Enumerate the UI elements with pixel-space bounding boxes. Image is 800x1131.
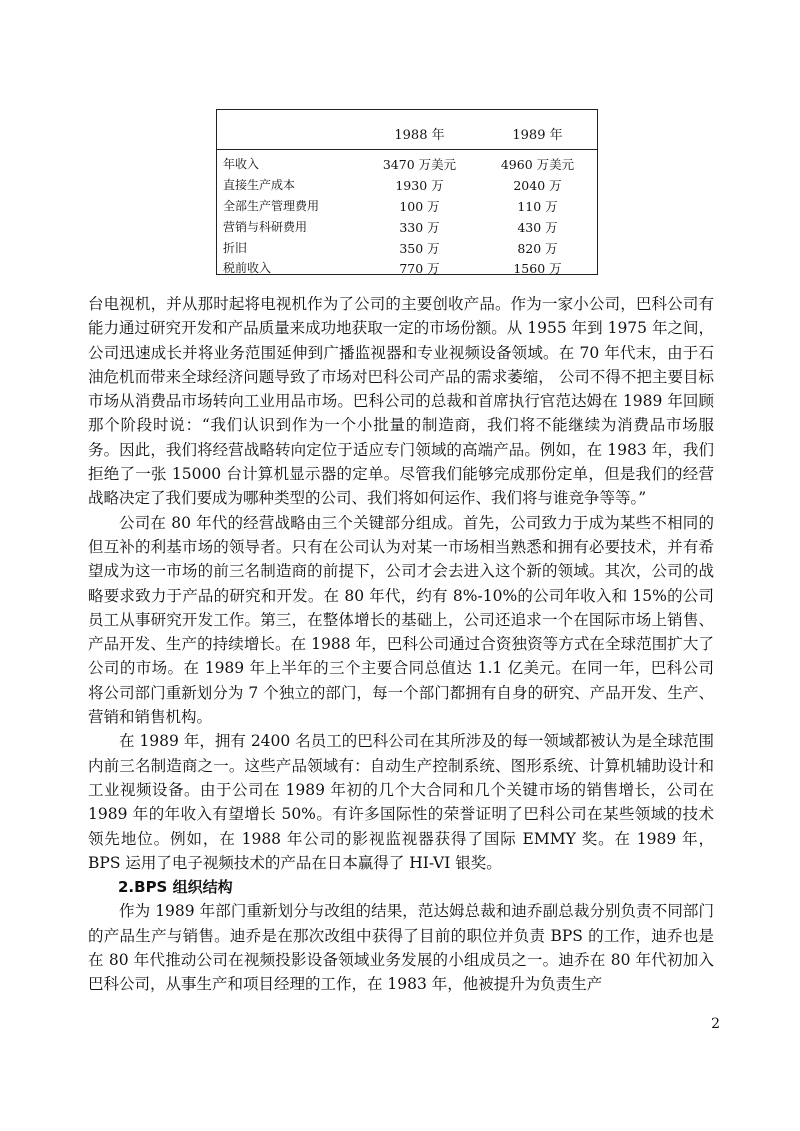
row-label: 全部生产管理费用 [223, 199, 320, 213]
value-1989: 820 万 [517, 241, 558, 256]
row-label: 折旧 [223, 241, 248, 255]
table-row [217, 236, 597, 257]
paragraph-3: 在 1989 年，拥有 2400 名员工的巴科公司在其所涉及的每一领域都被认为是全球范围内前三名制造商之一。这些产品领域有：自动生产控制系统、图形系统、计算机辅助设计和工业视频设备。由于公司在 1989 年初的几个大合同和几个关键市场的销售增长，公司在 1989 年的年收入有望增长 50%。有许多国际性的荣誉证明了巴科公司在某些领域的技术领先地位。例如，在 1988 年公司的影视监视器获得了国际 EMMY 奖。在 1989 年，BPS 运用了电子视频技术的产品在日本赢得了 HI-VI 银奖。 [88, 732, 714, 872]
body-text [88, 292, 714, 997]
row-label: 营销与科研费用 [223, 220, 308, 234]
row-label: 税前收入 [223, 261, 272, 275]
row-label: 直接生产成本 [223, 178, 296, 192]
table-row [217, 194, 597, 215]
header-1988: 1988 年 [394, 128, 445, 143]
value-1989: 4960 万美元 [500, 157, 575, 172]
value-1988: 350 万 [399, 241, 440, 256]
value-1989: 1560 万 [513, 261, 562, 276]
header-1989: 1989 年 [512, 128, 563, 143]
table-row [217, 215, 597, 236]
value-1988: 100 万 [399, 199, 440, 214]
table-row [217, 152, 597, 173]
value-1988: 330 万 [399, 220, 440, 235]
value-1989: 2040 万 [513, 178, 562, 193]
value-1988: 3470 万美元 [382, 157, 457, 172]
page-number: 2 [711, 1016, 720, 1032]
row-label: 年收入 [223, 157, 260, 171]
financial-table [216, 109, 598, 275]
value-1988: 1930 万 [395, 178, 444, 193]
paragraph-4: 作为 1989 年部门重新划分与改组的结果，范达姆总裁和迪乔副总裁分别负责不同部门的产品生产与销售。迪乔是在那次改组中获得了目前的职位并负责 BPS 的工作，迪乔也是在 80 年代推动公司在视频投影设备领域业务发展的小组成员之一。迪乔在 80 年代初加入巴科公司，从事生产和项目经理的工作，在 1983 年，他被提升为负责生产 [88, 902, 714, 994]
paragraph-1: 台电视机，并从那时起将电视机作为了公司的主要创收产品。作为一家小公司，巴科公司有能力通过研究开发和产品质量来成功地获取一定的市场份额。从 1955 年到 1975 年之间，公司迅速成长并将业务范围延伸到广播监视器和专业视频设备领域。在 70 年代末，由于石油危机而带来全球经济问题导致了市场对巴科公司产品的需求萎缩， 公司不得不把主要目标市场从消费品市场转向工业用品市场。巴科公司的总裁和首席执行官范达姆在 1989 年回顾那个阶段时说：“我们认识到作为一个小批量的制造商，我们将不能继续为消费品市场服务。因此，我们将经营战略转向定位于适应专门领域的高端产品。例如，在 1983 年，我们拒绝了一张 15000 台计算机显示器的定单。尽管我们能够完成那份定单，但是我们的经营战略决定了我们要成为哪种类型的公司、我们将如何运作、我们将与谁竞争等等。” [88, 295, 714, 508]
value-1989: 110 万 [517, 199, 558, 214]
table-row [217, 256, 597, 277]
paragraph-2: 公司在 80 年代的经营战略由三个关键部分组成。首先，公司致力于成为某些不相同的但互补的利基市场的领导者。只有在公司认为对某一市场相当熟悉和拥有必要技术，并有希望成为这一市场的前三名制造商的前提下，公司才会去进入这个新的领域。其次，公司的战略要求致力于产品的研究和开发。在 80 年代，约有 8%-10%的公司年收入和 15%的公司员工从事研究开发工作。第三，在整体增长的基础上，公司还追求一个在国际市场上销售、产品开发、生产的持续增长。在 1988 年，巴科公司通过合资独资等方式在全球范围扩大了公司的市场。在 1989 年上半年的三个主要合同总值达 1.1 亿美元。在同一年，巴科公司将公司部门重新划分为 7 个独立的部门，每一个部门都拥有自身的研究、产品开发、生产、营销和销售机构。 [88, 513, 714, 727]
table-header-row [217, 110, 597, 150]
value-1989: 430 万 [517, 220, 558, 235]
value-1988: 770 万 [399, 261, 440, 276]
table-row [217, 173, 597, 194]
section-heading: 2.BPS 组织结构 [118, 878, 233, 897]
